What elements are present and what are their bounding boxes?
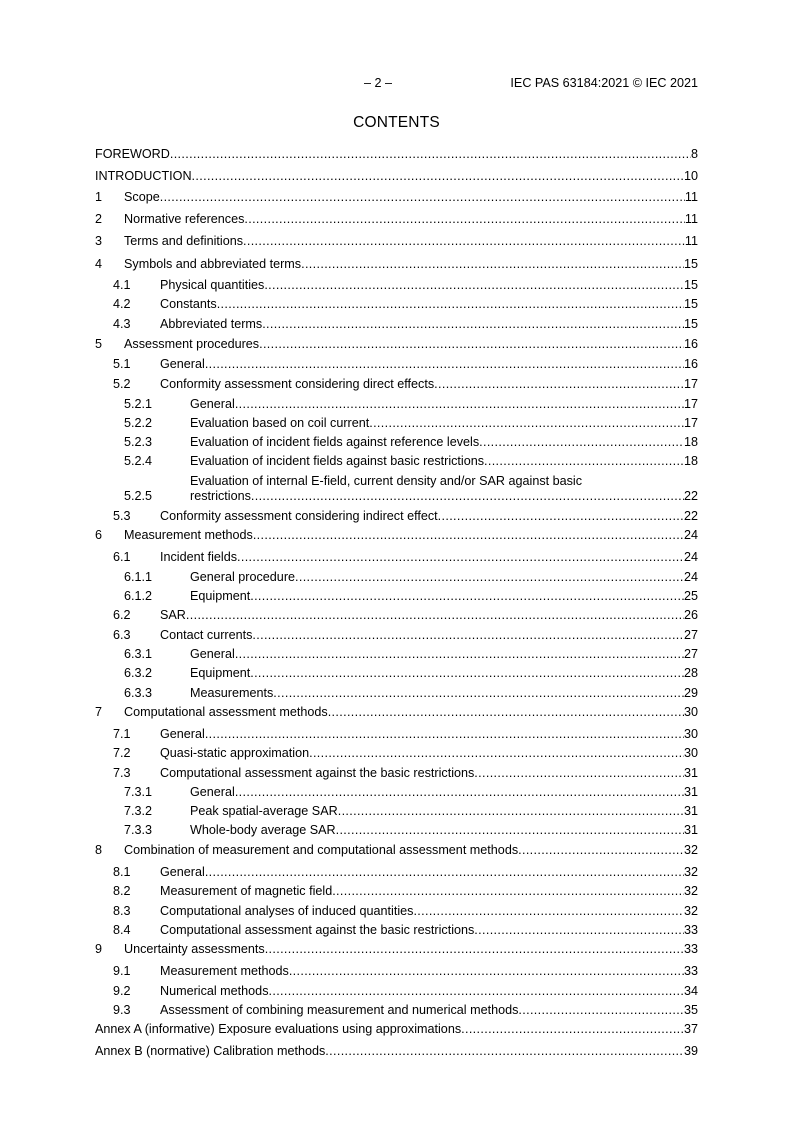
toc-entry-label: Measurements xyxy=(190,686,274,700)
toc-entry-number: 5.2.2 xyxy=(124,416,153,430)
toc-entry-label: Abbreviated terms xyxy=(160,317,263,331)
toc-entry-label: Computational assessment methods xyxy=(124,705,328,719)
toc-dot-leader xyxy=(434,376,684,392)
toc-entry-number: 5.2.5 xyxy=(124,489,153,503)
toc-entry-label: Symbols and abbreviated terms xyxy=(124,257,302,271)
toc-entry-label: General xyxy=(160,865,205,879)
toc-dot-leader xyxy=(438,508,684,524)
toc-entry-page: 30 xyxy=(683,746,698,760)
toc-entry-label: Measurement methods xyxy=(160,964,289,978)
toc-entry-number: 7.2 xyxy=(113,746,131,760)
toc-entry-number: 4.1 xyxy=(113,278,131,292)
toc-entry-label: restrictions xyxy=(190,489,251,503)
toc-entry-page: 11 xyxy=(684,212,698,226)
toc-entry-label: Annex A (informative) Exposure evaluations using approximations xyxy=(95,1022,462,1036)
toc-dot-leader xyxy=(518,1002,684,1018)
toc-entry-page: 35 xyxy=(683,1003,698,1017)
toc-entry-number: 2 xyxy=(95,212,103,226)
toc-entry-label: Computational analyses of induced quantities xyxy=(160,904,414,918)
toc-entry-page: 32 xyxy=(683,904,698,918)
toc-entry-number: 3 xyxy=(95,234,103,248)
toc-entry-number: 4 xyxy=(95,257,103,271)
toc-dot-leader xyxy=(217,296,684,312)
toc-entry-page: 31 xyxy=(683,823,698,837)
toc-dot-leader xyxy=(205,864,684,880)
toc-entry-page: 16 xyxy=(683,357,698,371)
toc-entry-number: 9.2 xyxy=(113,984,131,998)
toc-dot-leader xyxy=(160,189,685,205)
toc-entry-label: Equipment xyxy=(190,589,251,603)
toc-entry-label: Measurement methods xyxy=(124,528,253,542)
toc-entry-number: 5 xyxy=(95,337,103,351)
toc-dot-leader xyxy=(328,704,684,720)
toc-entry-page: 39 xyxy=(683,1044,698,1058)
toc-entry-page: 11 xyxy=(684,190,698,204)
toc-entry-number: 8.3 xyxy=(113,904,131,918)
toc-entry-label: Conformity assessment considering direct effects xyxy=(160,377,435,391)
toc-entry-page: 17 xyxy=(683,377,698,391)
toc-entry-label: Equipment xyxy=(190,666,251,680)
toc-entry-page: 31 xyxy=(683,804,698,818)
toc-entry-label: Numerical methods xyxy=(160,984,269,998)
toc-entry-number: 6.2 xyxy=(113,608,131,622)
toc-entry-number: 4.2 xyxy=(113,297,131,311)
toc-dot-leader xyxy=(170,146,691,162)
toc-entry-label: Evaluation of incident fields against reference levels xyxy=(190,435,480,449)
toc-entry-page: 22 xyxy=(683,509,698,523)
toc-entry-label: General xyxy=(190,785,235,799)
toc-entry-number: 6.1 xyxy=(113,550,131,564)
toc-dot-leader xyxy=(205,726,684,742)
toc-dot-leader xyxy=(369,415,684,431)
toc-entry-number: 9 xyxy=(95,942,103,956)
toc-entry-label: Measurement of magnetic field xyxy=(160,884,333,898)
toc-entry-page: 24 xyxy=(683,570,698,584)
toc-dot-leader xyxy=(295,569,684,585)
toc-entry-page: 15 xyxy=(683,297,698,311)
toc-entry-page: 15 xyxy=(683,257,698,271)
toc-entry-label: FOREWORD xyxy=(95,147,170,161)
toc-entry-label: Evaluation of incident fields against basic restrictions xyxy=(190,454,485,468)
toc-entry-page: 26 xyxy=(683,608,698,622)
toc-entry-page: 11 xyxy=(684,234,698,248)
toc-entry-label: Annex B (normative) Calibration methods xyxy=(95,1044,326,1058)
toc-dot-leader xyxy=(192,168,684,184)
toc-entry-number: 7.3.3 xyxy=(124,823,153,837)
toc-dot-leader xyxy=(461,1021,684,1037)
toc-entry-label: Constants xyxy=(160,297,217,311)
toc-entry-page: 33 xyxy=(683,942,698,956)
toc-entry-label: Evaluation based on coil current xyxy=(190,416,370,430)
toc-entry-page: 32 xyxy=(683,884,698,898)
toc-dot-leader xyxy=(244,211,685,227)
toc-entry-page: 34 xyxy=(683,984,698,998)
toc-dot-leader xyxy=(259,336,684,352)
toc-entry-number: 6.3.2 xyxy=(124,666,153,680)
toc-entry-page: 17 xyxy=(683,416,698,430)
toc-dot-leader xyxy=(205,356,684,372)
toc-entry-label: General xyxy=(190,397,235,411)
toc-entry-number: 5.2 xyxy=(113,377,131,391)
toc-entry-number: 8.1 xyxy=(113,865,131,879)
toc-entry-number: 6.1.2 xyxy=(124,589,153,603)
toc-entry-page: 33 xyxy=(683,923,698,937)
contents-title: CONTENTS xyxy=(353,114,440,131)
toc-entry-number: 6.1.1 xyxy=(124,570,153,584)
toc-entry-number: 8.2 xyxy=(113,884,131,898)
toc-dot-leader xyxy=(251,488,684,504)
toc-dot-leader xyxy=(332,883,684,899)
toc-entry-number: 5.3 xyxy=(113,509,131,523)
toc-entry-label: Whole-body average SAR xyxy=(190,823,336,837)
toc-entry-label: Incident fields xyxy=(160,550,238,564)
toc-entry-page: 25 xyxy=(683,589,698,603)
toc-entry-label: Computational assessment against the basic restrictions xyxy=(160,766,475,780)
toc-dot-leader xyxy=(264,277,684,293)
toc-entry-label: Physical quantities xyxy=(160,278,265,292)
toc-dot-leader xyxy=(479,434,684,450)
toc-entry-page: 10 xyxy=(683,169,698,183)
toc-dot-leader xyxy=(265,941,684,957)
toc-entry-number: 7.3.1 xyxy=(124,785,153,799)
toc-entry-label: Scope xyxy=(124,190,160,204)
toc-dot-leader xyxy=(301,256,684,272)
toc-entry-label: Quasi-static approximation xyxy=(160,746,310,760)
toc-entry-label: Peak spatial-average SAR xyxy=(190,804,338,818)
toc-entry-number: 5.2.4 xyxy=(124,454,153,468)
toc-dot-leader xyxy=(273,685,684,701)
toc-entry-label: Computational assessment against the basic restrictions xyxy=(160,923,475,937)
toc-dot-leader xyxy=(336,822,684,838)
toc-entry-page: 18 xyxy=(683,454,698,468)
toc-entry-page: 32 xyxy=(683,865,698,879)
toc-dot-leader xyxy=(338,803,684,819)
toc-entry-label: Assessment procedures xyxy=(124,337,260,351)
toc-entry-page: 29 xyxy=(683,686,698,700)
toc-entry-page: 30 xyxy=(683,705,698,719)
toc-entry-page: 33 xyxy=(683,964,698,978)
toc-entry-number: 6.3 xyxy=(113,628,131,642)
toc-dot-leader xyxy=(250,588,684,604)
toc-entry-number: 6.3.1 xyxy=(124,647,153,661)
toc-dot-leader xyxy=(518,842,684,858)
toc-entry-number: 8 xyxy=(95,843,103,857)
toc-dot-leader xyxy=(413,903,684,919)
toc-dot-leader xyxy=(235,396,684,412)
toc-entry-label: INTRODUCTION xyxy=(95,169,192,183)
toc-entry-label: General xyxy=(160,357,205,371)
page-header xyxy=(0,76,793,94)
toc-entry-page: 37 xyxy=(683,1022,698,1036)
toc-dot-leader xyxy=(474,922,684,938)
toc-dot-leader xyxy=(309,745,684,761)
toc-entry-number: 5.2.3 xyxy=(124,435,153,449)
toc-dot-leader xyxy=(186,607,684,623)
toc-dot-leader xyxy=(325,1043,684,1059)
toc-entry-label: Normative references xyxy=(124,212,245,226)
toc-entry-label: General procedure xyxy=(190,570,296,584)
toc-dot-leader xyxy=(253,527,684,543)
toc-entry-number: 8.4 xyxy=(113,923,131,937)
toc-dot-leader xyxy=(262,316,684,332)
toc-entry-label: Combination of measurement and computational assessment methods xyxy=(124,843,519,857)
toc-dot-leader xyxy=(269,983,684,999)
toc-entry-page: 27 xyxy=(683,647,698,661)
toc-dot-leader xyxy=(235,646,684,662)
toc-entry-page: 15 xyxy=(683,317,698,331)
document-reference: IEC PAS 63184:2021 © IEC 2021 xyxy=(510,76,698,90)
page-number: – 2 – xyxy=(364,76,393,90)
toc-dot-leader xyxy=(484,453,684,469)
toc-entry-number: 7 xyxy=(95,705,103,719)
toc-entry-page: 28 xyxy=(683,666,698,680)
toc-entry-label: Uncertainty assessments xyxy=(124,942,265,956)
toc-entry-number: 7.1 xyxy=(113,727,131,741)
toc-entry-page: 22 xyxy=(683,489,698,503)
toc-entry-number: 6 xyxy=(95,528,103,542)
toc-entry-label: General xyxy=(160,727,205,741)
toc-entry-page: 24 xyxy=(683,550,698,564)
toc-entry-page: 24 xyxy=(683,528,698,542)
toc-entry-number: 9.3 xyxy=(113,1003,131,1017)
toc-entry-label: SAR xyxy=(160,608,186,622)
toc-entry-label: Terms and definitions xyxy=(124,234,244,248)
toc-entry-page: 17 xyxy=(683,397,698,411)
toc-entry-number: 9.1 xyxy=(113,964,131,978)
toc-entry-number: 5.2.1 xyxy=(124,397,153,411)
toc-dot-leader xyxy=(250,665,684,681)
toc-entry-page: 31 xyxy=(683,766,698,780)
toc-dot-leader xyxy=(474,765,684,781)
toc-entry-label: General xyxy=(190,647,235,661)
toc-entry-number: 6.3.3 xyxy=(124,686,153,700)
toc-entry-label: Conformity assessment considering indirect effect xyxy=(160,509,438,523)
toc-entry-number: 1 xyxy=(95,190,103,204)
toc-entry-page: 32 xyxy=(683,843,698,857)
toc-entry-page: 15 xyxy=(683,278,698,292)
toc-dot-leader xyxy=(289,963,684,979)
toc-entry-number: 4.3 xyxy=(113,317,131,331)
toc-dot-leader xyxy=(235,784,684,800)
toc-entry-label-first-line: Evaluation of internal E-field, current density and/or SAR against basic xyxy=(190,474,583,488)
toc-dot-leader xyxy=(252,627,684,643)
toc-entry-number: 5.1 xyxy=(113,357,131,371)
toc-entry-page: 31 xyxy=(683,785,698,799)
toc-entry-label: Assessment of combining measurement and numerical methods xyxy=(160,1003,519,1017)
toc-entry-page: 18 xyxy=(683,435,698,449)
toc-entry-page: 8 xyxy=(690,147,698,161)
toc-entry-number: 7.3 xyxy=(113,766,131,780)
toc-dot-leader xyxy=(243,233,685,249)
toc-entry-page: 16 xyxy=(683,337,698,351)
toc-entry-label: Contact currents xyxy=(160,628,253,642)
toc-entry-page: 30 xyxy=(683,727,698,741)
toc-entry-page: 27 xyxy=(683,628,698,642)
toc-entry-number: 7.3.2 xyxy=(124,804,153,818)
toc-dot-leader xyxy=(237,549,684,565)
